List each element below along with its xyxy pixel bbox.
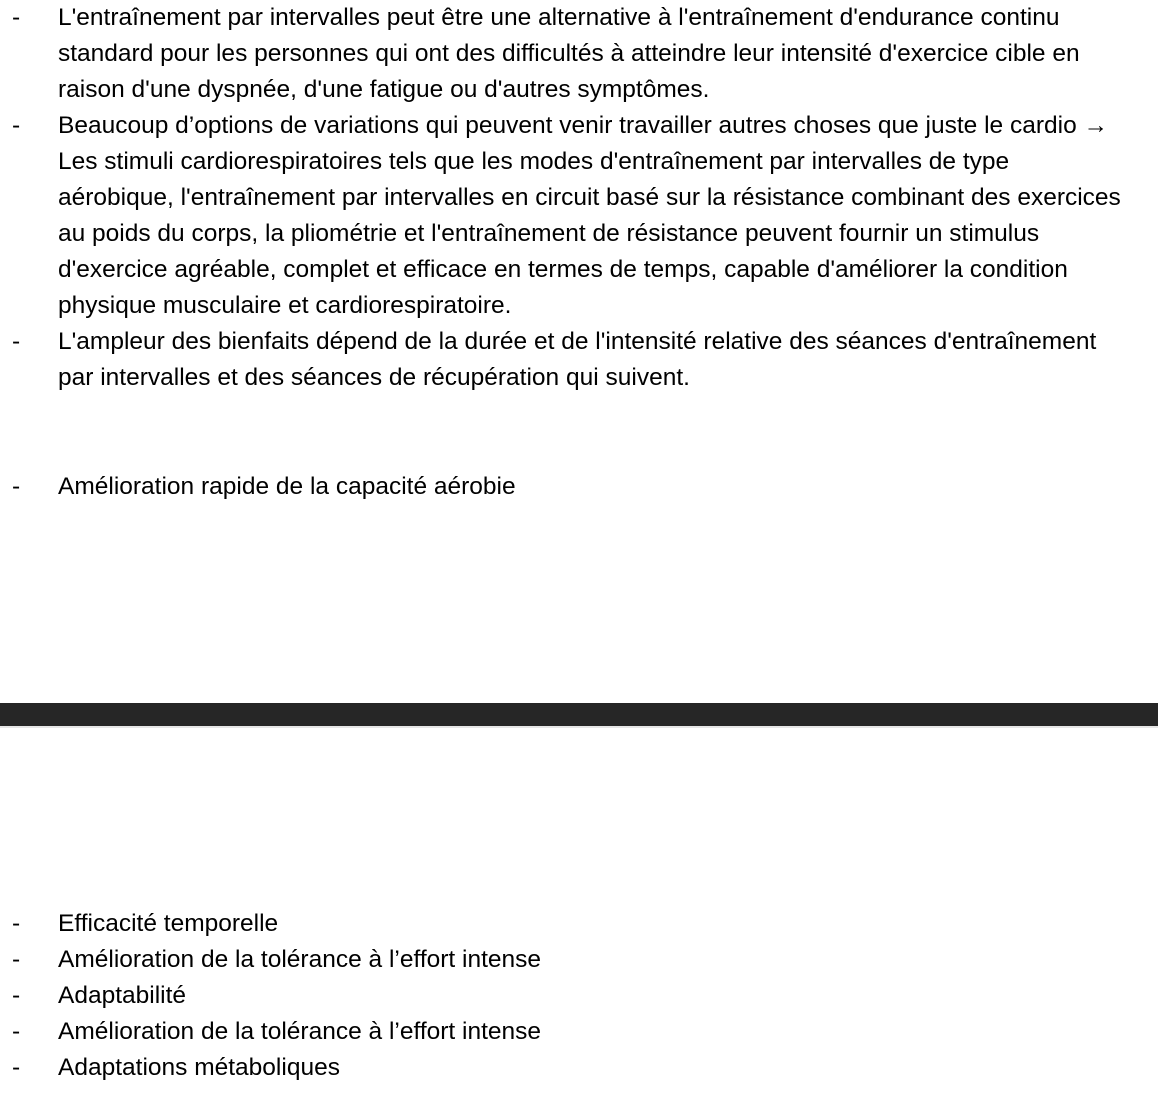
list-item-text: Adaptabilité <box>58 982 187 1009</box>
list-item <box>0 942 1158 978</box>
list-item-text: L'entraînement par intervalles peut être une alternative à l'entraînement d'endurance continu standard pour les personnes qui ont des difficultés à atteindre leur intensité d'exercice cible en raison d'une dyspnée, d'une fatigue ou d'autres symptômes. <box>58 4 1080 103</box>
list-item <box>0 906 1158 942</box>
list-item <box>0 1050 1158 1086</box>
list-item-text: Beaucoup d’options de variations qui peuvent venir travailler autres choses que juste le cardio → Les stimuli cardiorespiratoires tels que les modes d'entraînement par intervalles de type aérobique, l'entraînement par intervalles en circuit basé sur la résistance combinant des exercices au poids du corps, la pliométrie et l'entraînement de résistance peuvent fournir un stimulus d'exercice agréable, complet et efficace en termes de temps, capable d'améliorer la condition physique musculaire et cardiorespiratoire. <box>58 112 1121 319</box>
bullet-dash: - <box>12 910 21 937</box>
list-item <box>0 469 1158 505</box>
list-item-text: L'ampleur des bienfaits dépend de la durée et de l'intensité relative des séances d'entraînement par intervalles et des séances de récupération qui suivent. <box>58 328 1097 391</box>
list-item-text: Adaptations métaboliques <box>58 1054 340 1081</box>
list-item <box>0 978 1158 1014</box>
list-item-text: Efficacité temporelle <box>58 910 279 937</box>
bullet-dash: - <box>12 946 21 973</box>
bullet-list-aerobic <box>0 469 1158 505</box>
list-item <box>0 1014 1158 1050</box>
page-break-divider <box>0 703 1158 728</box>
bullet-dash: - <box>12 982 21 1009</box>
list-item-text: Amélioration rapide de la capacité aérobie <box>58 473 516 500</box>
bullet-dash: - <box>12 4 21 31</box>
bullet-list-advantages <box>0 906 1158 1086</box>
list-item-text: Amélioration de la tolérance à l’effort intense <box>58 1018 542 1045</box>
document-page-bottom <box>0 728 1158 1104</box>
bullet-dash: - <box>12 112 21 139</box>
bullet-dash: - <box>12 473 21 500</box>
bullet-list-benefits <box>0 0 1158 396</box>
bullet-dash: - <box>12 328 21 355</box>
list-item <box>0 324 1158 396</box>
list-item <box>0 0 1158 108</box>
list-item-text: Amélioration de la tolérance à l’effort intense <box>58 946 542 973</box>
bullet-dash: - <box>12 1054 21 1081</box>
list-item <box>0 108 1158 324</box>
bullet-dash: - <box>12 1018 21 1045</box>
